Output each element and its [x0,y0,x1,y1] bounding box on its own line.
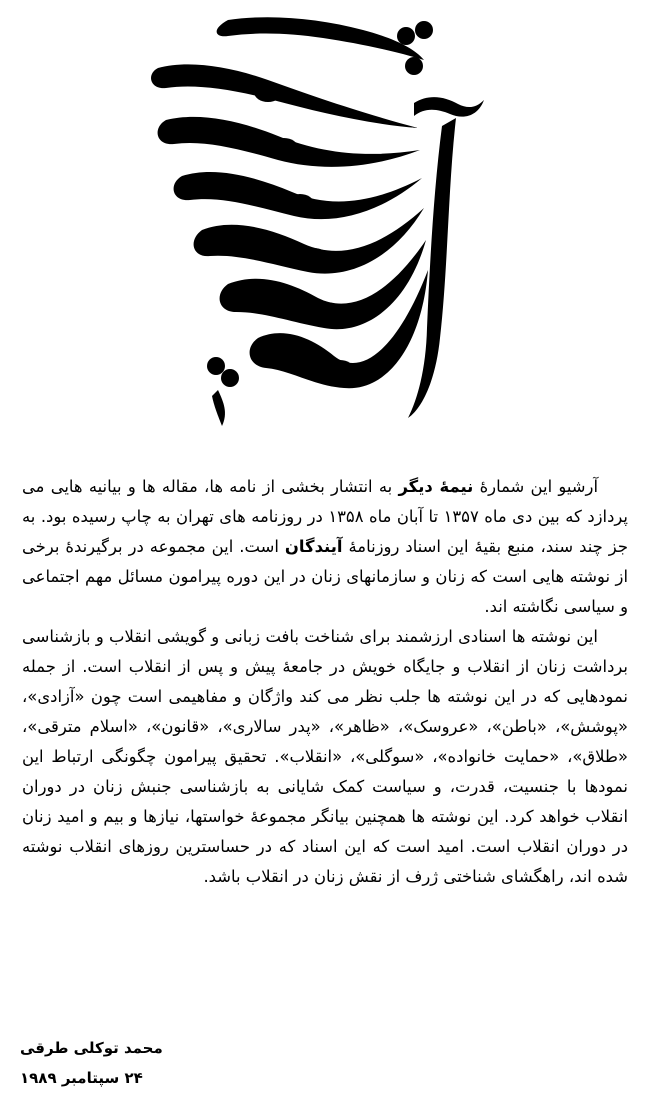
logo-dot-1 [397,27,415,45]
signature-block [20,1033,163,1093]
logo-loop-4 [300,248,328,268]
logo-madda-stroke [414,97,484,117]
logo-dot-5 [221,369,239,387]
signature-date: ۲۴ سپتامبر ۱۹۸۹ [20,1069,143,1087]
logo-loop-6 [326,360,354,380]
paragraph-1-part-1: آرشیو این شمارهٔ [473,477,598,496]
arshiv-calligraphy-logo [118,8,518,428]
logo-loop-1 [254,82,282,102]
logo-tail-stroke [212,390,225,426]
logo-dot-2 [415,21,433,39]
paragraph-2-text: این نوشته ها اسنادی ارزشمند برای شناخت بافت زبانی و گویشی انقلاب و بازشناسی برداشت زنان از انقلاب و جایگاه خویش در جامعهٔ پیش و پس از انقلاب است. از جمله نمودهایی که در این نوشته ها جلب نظر می کند واژگان و مفاهیمی است چون «آزادی»، «پوشش»، «باطن»، «عروسک»، «ظاهر»، «پدر سالاری»، «قانون»، «اسلام مترقی»، «طلاق»، «حمایت خانواده»، «سوگلی»، «انقلاب». تحقیق پیرامون چگونگی ارتباط این نمودها با جنسیت، قدرت، و سیاست کمک شایانی به بازشناسی جنبش زنان در دوران انقلاب خواهد کرد. این نوشته ها همچنین بیانگر مجموعهٔ خواستها، نیازها و بیم و امید زنان در دوران انقلاب است. امید است که این اسناد که در حساسترین روزهای انقلاب نوشته شده اند، راهگشای شناختی ژرف از نقش زنان در انقلاب باشد. [22,627,628,886]
logo-loop-5 [312,302,340,322]
author-name: محمد توکلی طرقی [20,1039,163,1057]
newspaper-title-ayandegan: آیندگان [284,537,343,556]
logo-loop-3 [286,194,314,214]
paragraph-1-part-5: است. این مجموعه در برگیرندهٔ برخی از نوشته هایی است که زنان و سازمانهای زنان در این دوره پیرامون مسائل مهم اجتماعی و سیاسی نگاشته اند. [22,537,628,616]
paragraph-1 [22,472,628,622]
logo-top-stroke [217,17,424,60]
paragraph-1-part-3: به انتشار بخشی از نامه ها، مقاله ها و بیانیه هایی می پردازد که بین دی ماه ۱۳۵۷ تا آبان ماه ۱۳۵۸ در روزنامه های تهران به چاپ رسیده بود. به جز چند سند، منبع بقیهٔ این اسناد روزنامهٔ [22,477,628,556]
logo-dot-3 [405,57,423,75]
introduction-text [22,472,628,892]
paragraph-2 [22,622,628,892]
calligraphy-svg [118,8,518,428]
journal-title-nimeye-digar: نیمهٔ دیگر [398,477,474,496]
logo-dot-4 [207,357,225,375]
logo-loop-2 [270,138,298,158]
